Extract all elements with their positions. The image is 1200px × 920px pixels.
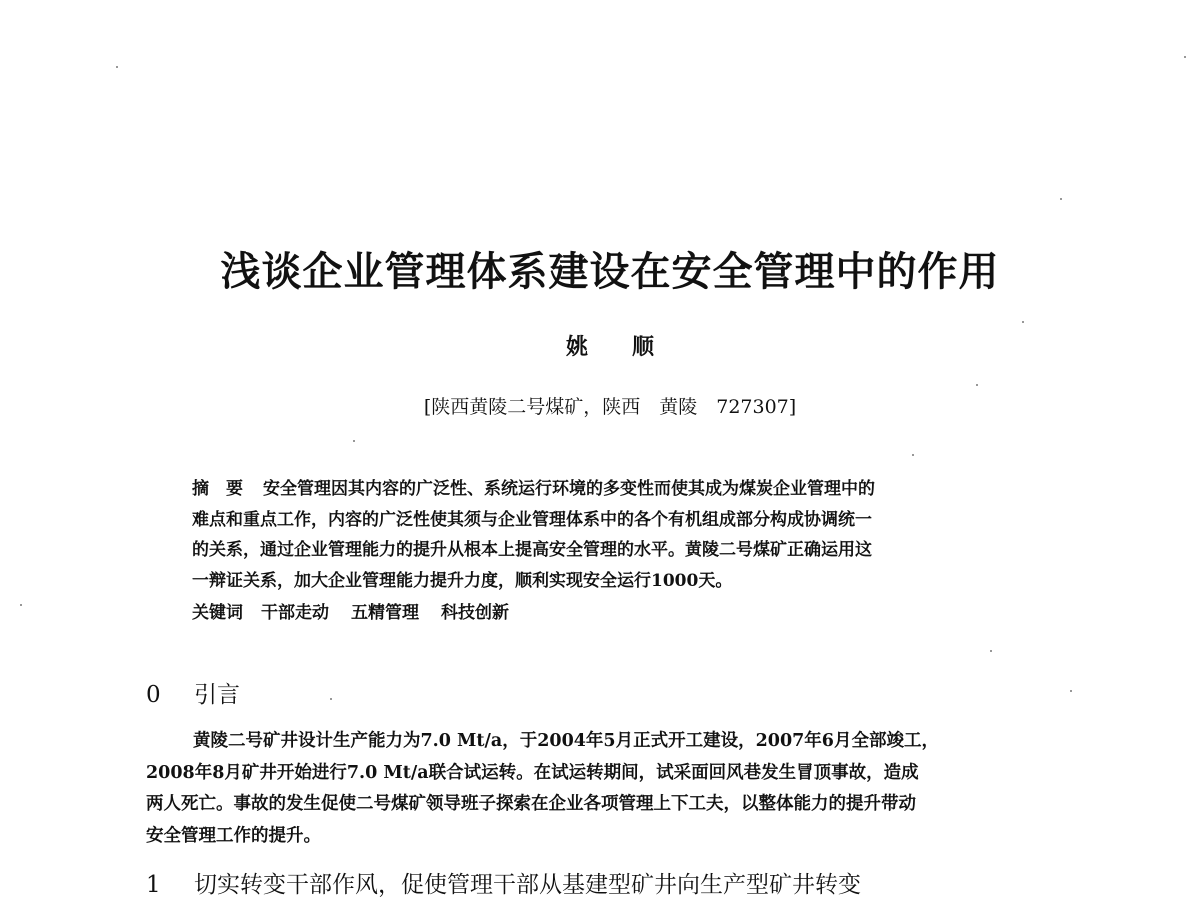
abstract-text: 安全管理因其内容的广泛性、系统运行环境的多变性而使其成为煤炭企业管理中的 — [263, 479, 875, 499]
scan-speck — [330, 698, 332, 700]
scan-speck — [1184, 56, 1186, 58]
author-affiliation: [陕西黄陵二号煤矿，陕西 黄陵 727307] — [423, 396, 797, 418]
section-heading-introduction — [146, 676, 240, 709]
keyword: 干部走动 — [261, 603, 329, 623]
abstract-line — [192, 474, 1042, 505]
keywords-label: 关键词 — [192, 603, 243, 623]
scan-speck — [1022, 321, 1024, 323]
abstract-line: 一辩证关系，加大企业管理能力提升力度，顺利实现安全运行1000天。 — [192, 570, 733, 591]
paragraph-line: 安全管理工作的提升。 — [146, 825, 321, 846]
section-title: 引言 — [194, 682, 240, 708]
keywords-line — [192, 598, 531, 623]
section-number: 1 — [146, 872, 161, 898]
scan-speck — [1060, 198, 1062, 200]
section-heading-1 — [146, 866, 861, 899]
abstract-label: 摘 要 — [192, 479, 243, 499]
scan-speck — [1070, 690, 1072, 692]
paragraph-line: 黄陵二号矿井设计生产能力为7.0 Mt/a，于2004年5月正式开工建设，2007年6月全部竣工， — [193, 731, 939, 751]
abstract-line: 的关系，通过企业管理能力的提升从根本上提高安全管理的水平。黄陵二号煤矿正确运用这 — [192, 540, 872, 560]
scan-speck — [912, 454, 914, 456]
scan-speck — [116, 66, 118, 68]
scan-speck — [20, 604, 22, 606]
paragraph-line: 2008年8月矿井开始进行7.0 Mt/a联合试运转。在试运转期间，试采面回风巷发生冒顶事故，造成 — [146, 762, 919, 783]
keyword: 科技创新 — [441, 603, 509, 623]
section-number: 0 — [146, 682, 161, 708]
scan-speck — [976, 384, 978, 386]
paragraph-line: 两人死亡。事故的发生促使二号煤矿领导班子探索在企业各项管理上下工夫，以整体能力的提升带动 — [146, 794, 916, 814]
article-author: 姚 顺 — [565, 334, 654, 360]
section-title: 切实转变干部作风，促使管理干部从基建型矿井向生产型矿井转变 — [194, 872, 861, 898]
scan-speck — [990, 650, 992, 652]
keyword: 五精管理 — [351, 603, 419, 623]
abstract-line: 难点和重点工作，内容的广泛性使其须与企业管理体系中的各个有机组成部分构成协调统一 — [192, 509, 872, 530]
article-title: 浅谈企业管理体系建设在安全管理中的作用 — [220, 248, 1000, 295]
introduction-paragraph — [146, 726, 1081, 852]
scan-speck — [353, 440, 355, 442]
abstract-block — [192, 474, 1042, 596]
